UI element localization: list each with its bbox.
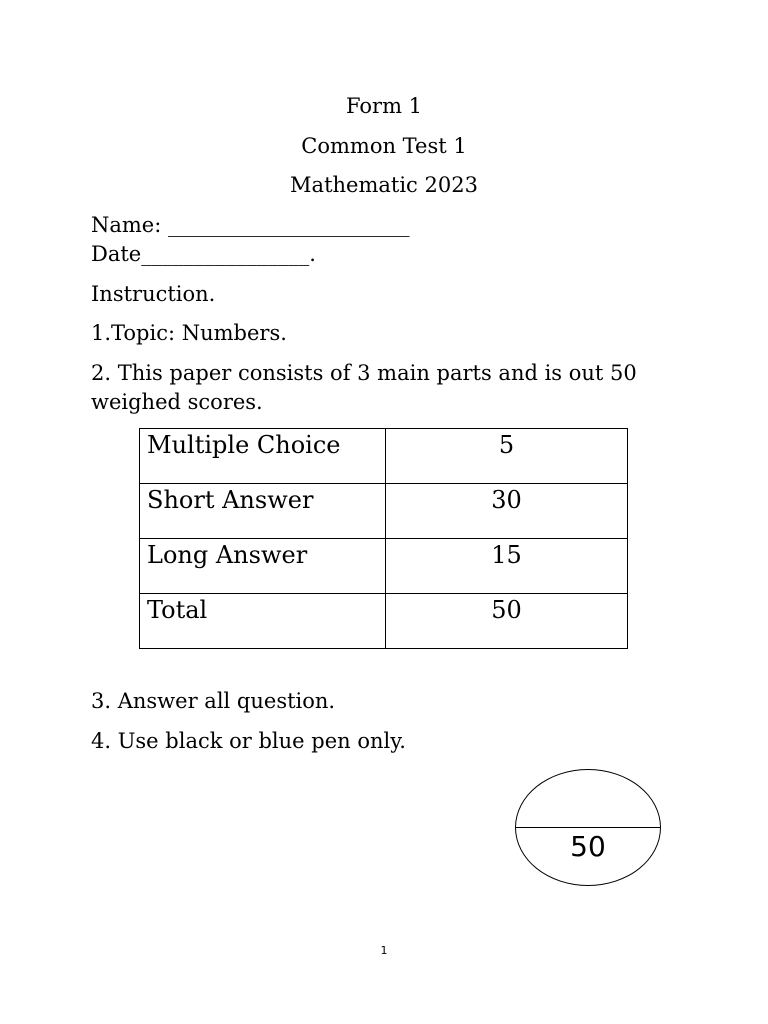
instruction-heading: Instruction. [91, 282, 216, 306]
instruction-item-4: 4. Use black or blue pen only. [91, 729, 406, 753]
score-table [139, 428, 628, 649]
table-row [140, 429, 628, 484]
table-row [140, 539, 628, 594]
instruction-item-2: 2. This paper consists of 3 main parts and is out 50 weighed scores. [91, 361, 637, 414]
date-field: Date________________. [91, 242, 316, 266]
score-oval [515, 769, 661, 886]
table-row [140, 594, 628, 649]
test-title: Common Test 1 [301, 134, 467, 158]
page-number: 1 [380, 944, 388, 957]
table-cell-score: 50 [386, 594, 628, 649]
table-cell-label: Total [140, 594, 386, 649]
subject-title: Mathematic 2023 [290, 173, 478, 197]
table-cell-label: Short Answer [140, 484, 386, 539]
instruction-item-1: 1.Topic: Numbers. [91, 321, 287, 345]
form-title: Form 1 [345, 94, 423, 118]
table-row [140, 484, 628, 539]
table-cell-score: 5 [386, 429, 628, 484]
table-cell-score: 15 [386, 539, 628, 594]
instruction-item-3: 3. Answer all question. [91, 689, 336, 713]
score-total: 50 [570, 830, 606, 863]
table-cell-label: Long Answer [140, 539, 386, 594]
name-field: Name: _______________________ [91, 213, 410, 237]
table-cell-label: Multiple Choice [140, 429, 386, 484]
table-cell-score: 30 [386, 484, 628, 539]
